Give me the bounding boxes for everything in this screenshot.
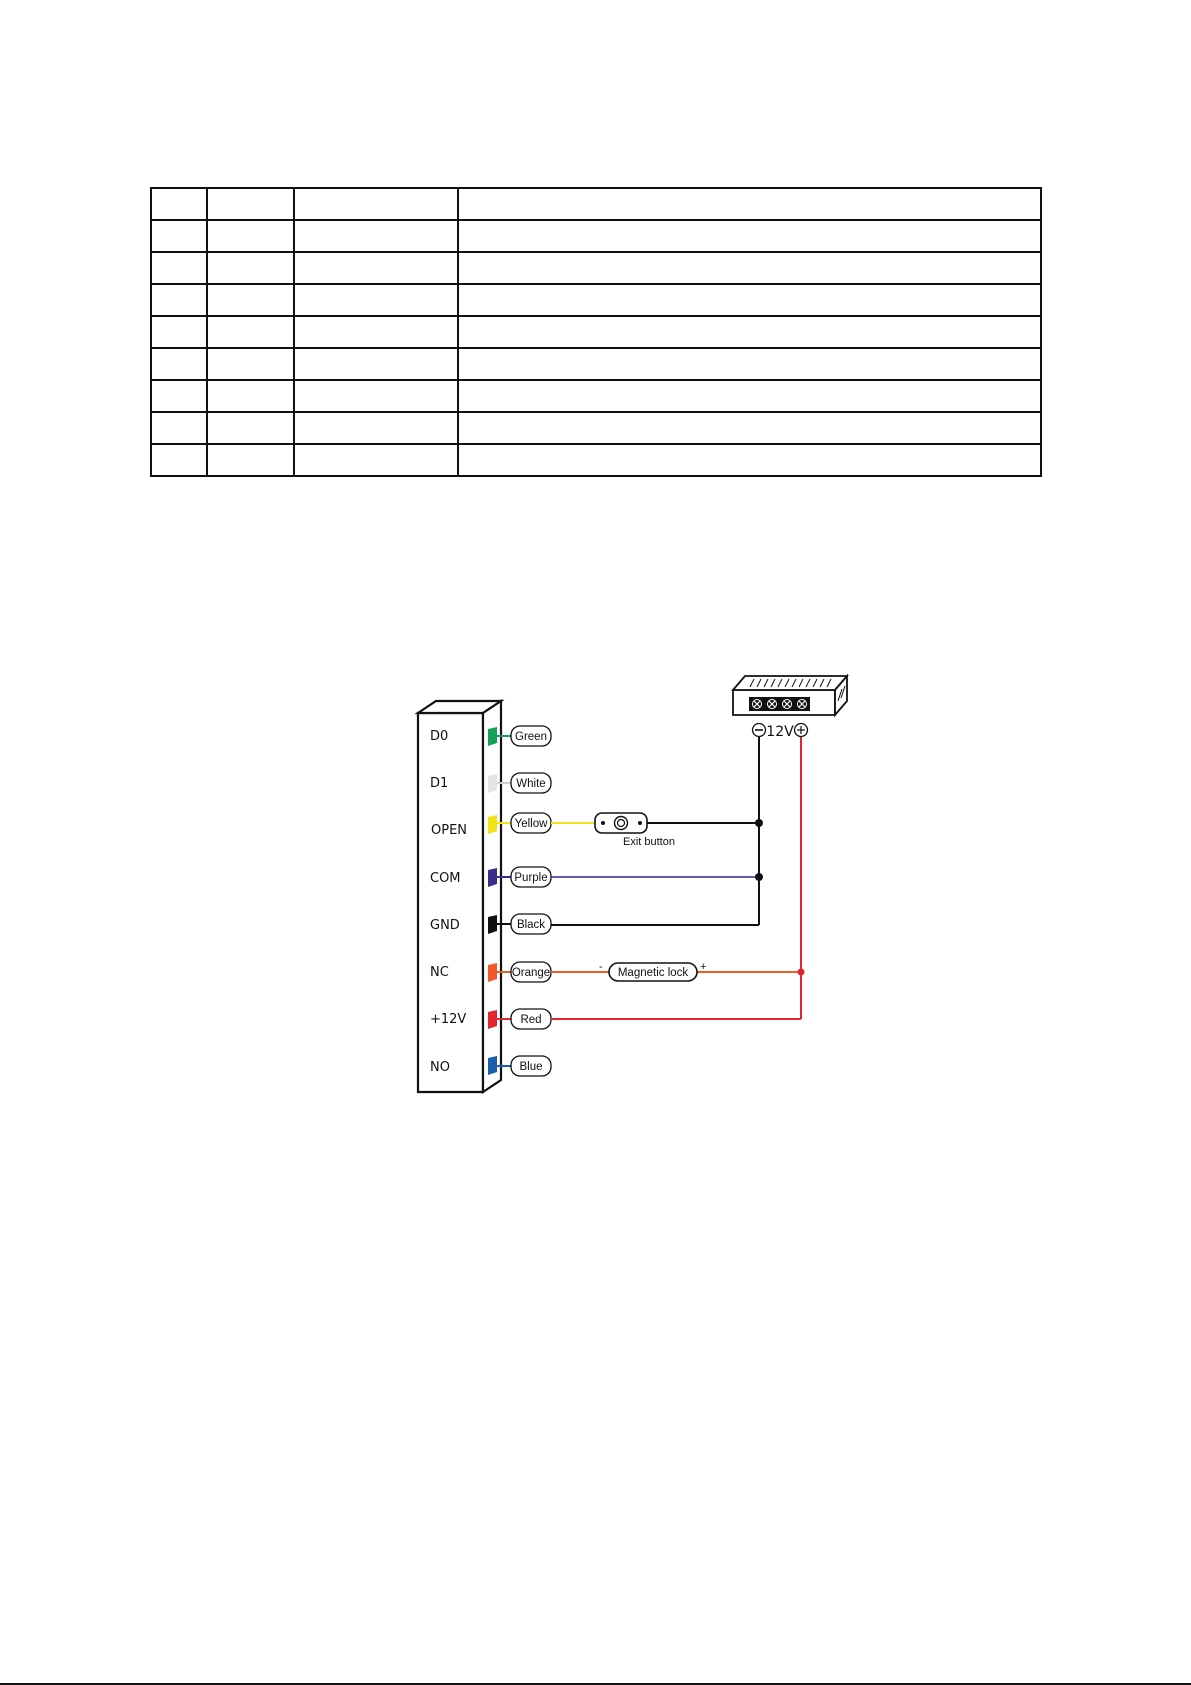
- magnetic-lock-plus: +: [700, 961, 707, 973]
- terminal-tab-blue: [488, 1056, 497, 1075]
- power-supply-device: [733, 676, 847, 715]
- terminal-label-d1: D1: [430, 776, 449, 791]
- terminal-tab-orange: [488, 963, 497, 982]
- terminal-tab-purple: [488, 868, 497, 887]
- junction-dot: [798, 969, 805, 976]
- power-supply-voltage-label: 12V: [766, 724, 794, 740]
- terminal-label-com: COM: [430, 871, 461, 886]
- terminal-label-12v: +12V: [430, 1012, 467, 1027]
- terminal-label-open: OPEN: [431, 823, 468, 838]
- terminal-label-d0: D0: [430, 729, 449, 744]
- wire-label-purple: Purple: [514, 872, 548, 884]
- exit-button-label: Exit button: [623, 836, 675, 848]
- wire-label-blue: Blue: [519, 1061, 543, 1073]
- wire-label-red: Red: [520, 1014, 542, 1026]
- wire-label-black: Black: [516, 919, 546, 931]
- wire-label-green: Green: [515, 731, 547, 743]
- controller-body: [418, 701, 501, 1092]
- wire-label-yellow: Yellow: [514, 818, 548, 830]
- magnetic-lock-minus: -: [599, 961, 603, 973]
- terminal-tab-black: [488, 915, 497, 934]
- terminal-tab-green: [488, 727, 497, 746]
- wire-label-orange: Orange: [511, 967, 551, 979]
- terminal-tab-white: [488, 774, 497, 793]
- terminal-label-nc: NC: [430, 965, 449, 980]
- terminal-tab-yellow: [488, 815, 497, 834]
- wire-label-white: White: [516, 778, 546, 790]
- terminal-label-no: NO: [430, 1060, 450, 1075]
- junction-dot: [755, 819, 763, 827]
- magnetic-lock-label: Magnetic lock: [617, 967, 689, 979]
- exit-button-device: [595, 813, 647, 833]
- terminal-label-gnd: GND: [430, 918, 460, 933]
- junction-dot: [755, 873, 763, 881]
- terminal-tab-red: [488, 1010, 497, 1029]
